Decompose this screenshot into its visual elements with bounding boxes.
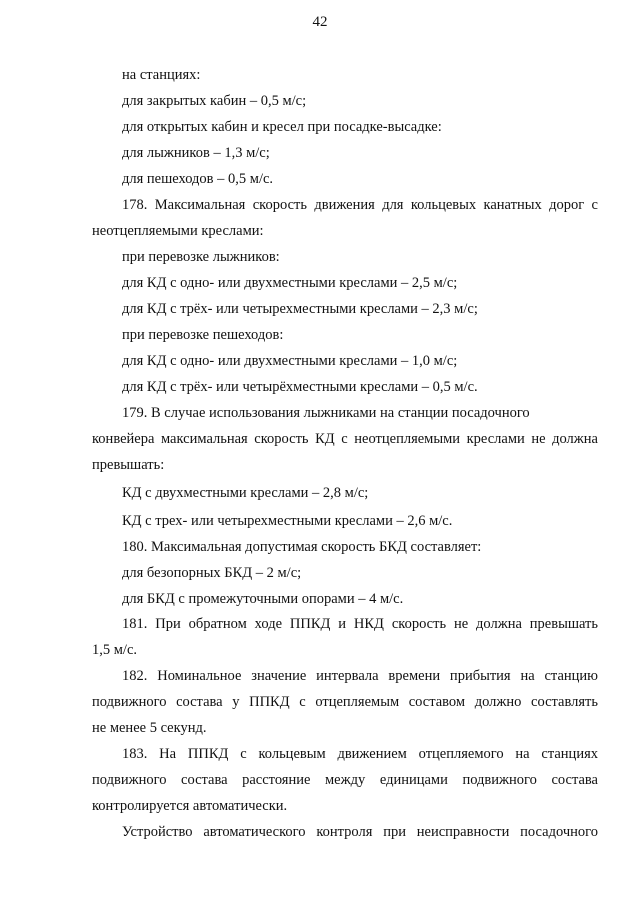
text-line: для КД с трёх- или четырехместными креслами – 2,3 м/с; xyxy=(122,301,478,317)
text-line: не менее 5 секунд. xyxy=(92,720,207,736)
text-line: подвижного состава у ППКД с отцепляемым составом должно составлять xyxy=(92,694,598,710)
paragraph-182-line-1: 182. Номинальное значение интервала времени прибытия на станцию xyxy=(122,668,598,684)
text-line: для лыжников – 1,3 м/с; xyxy=(122,145,270,161)
text-line: конвейера максимальная скорость КД с неотцепляемыми креслами не должна xyxy=(92,431,598,447)
paragraph-178-line-1: 178. Максимальная скорость движения для кольцевых канатных дорог с xyxy=(122,197,598,213)
paragraph-183-line-1: 183. На ППКД с кольцевым движением отцепляемого на станциях xyxy=(122,746,598,762)
text-line: для КД с одно- или двухместными креслами – 2,5 м/с; xyxy=(122,275,458,291)
page-number: 42 xyxy=(312,14,328,30)
text-line: для пешеходов – 0,5 м/с. xyxy=(122,171,274,187)
text-line: подвижного состава расстояние между единицами подвижного состава xyxy=(92,772,598,788)
paragraph-180-line-1: 180. Максимальная допустимая скорость БКД составляет: xyxy=(122,539,482,555)
text-line: для БКД с промежуточными опорами – 4 м/с. xyxy=(122,591,404,607)
text-line: неотцепляемыми креслами: xyxy=(92,223,264,239)
text-line: 1,5 м/с. xyxy=(92,642,138,658)
text-line: превышать: xyxy=(92,457,165,473)
text-line: на станциях: xyxy=(122,67,201,83)
text-line: КД с двухместными креслами – 2,8 м/с; xyxy=(122,485,369,501)
text-line: контролируется автоматически. xyxy=(92,798,288,814)
text-line: при перевозке пешеходов: xyxy=(122,327,284,343)
text-line: для КД с одно- или двухместными креслами – 1,0 м/с; xyxy=(122,353,458,369)
text-line: для открытых кабин и кресел при посадке-высадке: xyxy=(122,119,442,135)
paragraph-181-line-1: 181. При обратном ходе ППКД и НКД скорость не должна превышать xyxy=(122,616,598,632)
text-line: КД с трех- или четырехместными креслами – 2,6 м/с. xyxy=(122,513,453,529)
paragraph-179-line-1: 179. В случае использования лыжниками на станции посадочного xyxy=(122,405,530,421)
paragraph-continuation-line-1: Устройство автоматического контроля при неисправности посадочного xyxy=(122,824,598,840)
text-line: для безопорных БКД – 2 м/с; xyxy=(122,565,302,581)
text-line: при перевозке лыжников: xyxy=(122,249,280,265)
text-line: для КД с трёх- или четырёхместными креслами – 0,5 м/с. xyxy=(122,379,478,395)
text-line: для закрытых кабин – 0,5 м/с; xyxy=(122,93,307,109)
